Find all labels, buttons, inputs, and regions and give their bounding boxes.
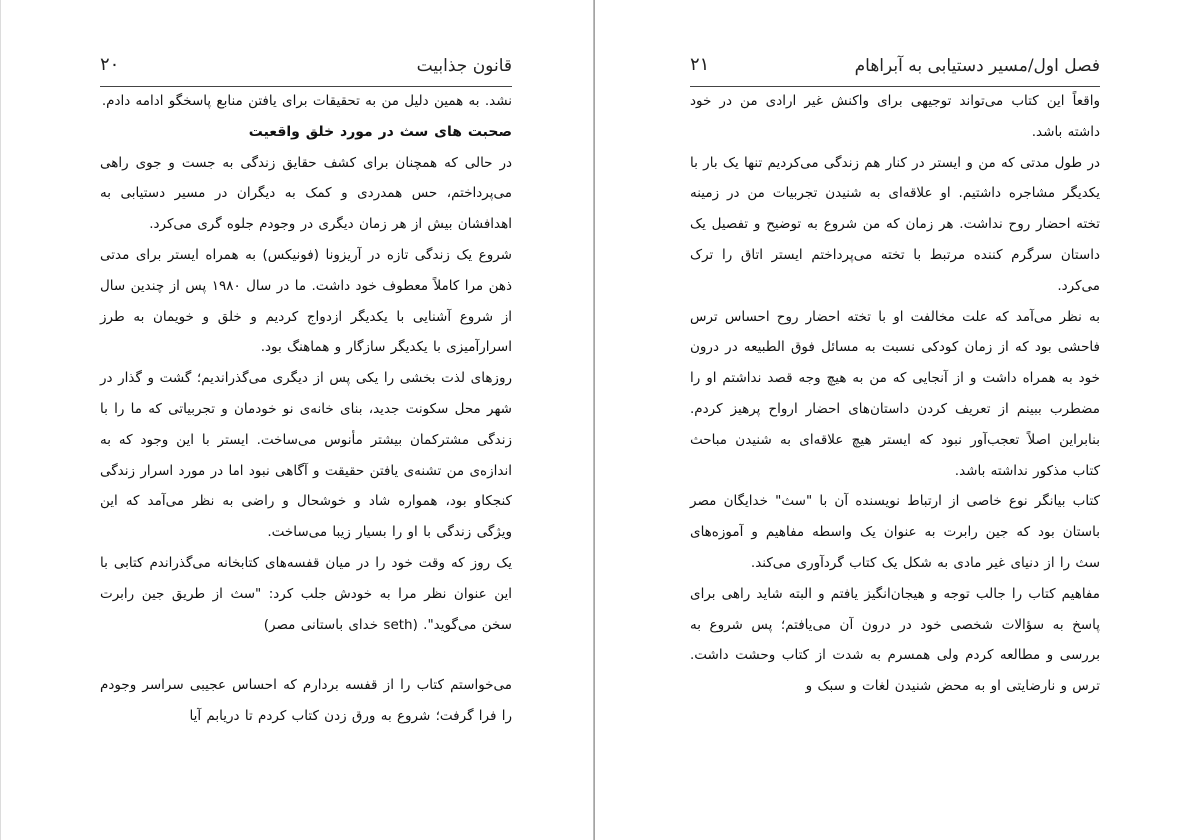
section-heading: صحبت های سث در مورد خلق واقعیت: [248, 123, 512, 140]
left-para-5: می‌خواستم کتاب را از قفسه بردارم که احساس عجیبی سراسر وجودم را فرا گرفت؛ شروع به ورق زدن کتاب کردم تا دریابم آیا: [100, 677, 512, 725]
right-header-title: فصل اول/مسیر دستیابی به آبراهام: [854, 56, 1100, 76]
left-para-3: روزهای لذت بخشی را یکی پس از دیگری می‌گذراندیم؛ گشت و گذار در شهر محل سکونت جدید، بنای خانه‌ی نو خودمان و تجربیاتی که ما را با زندگی مشترکمان بیشتر مأنوس می‌ساخت. ایستر با این وجود که به اندازه‌ی من تشنه‌ی یافتن حقیقت و آگاهی نبود اما در مورد اسرار زندگی کنجکاو بود، همواره شاد و خوشحال و راضی به نظر می‌آمد که این ویژگی زندگی با او را بسیار زیبا می‌ساخت.: [100, 370, 512, 541]
right-page-header: [690, 52, 1100, 87]
left-para-2: شروع یک زندگی تازه در آریزونا (فونیکس) به همراه ایستر برای مدتی ذهن مرا کاملاً معطوف خود داشت. ما در سال ۱۹۸۰ پس از چندین سال از شروع آشنایی با یکدیگر ازدواج کردیم و خلق و خویمان به طرز اسرارآمیزی با یکدیگر سازگار و هماهنگ بود.: [100, 246, 512, 356]
right-page: [595, 0, 1185, 840]
left-page-body: [100, 86, 512, 732]
left-page-header: [100, 52, 512, 87]
page-edge-left: [0, 0, 1, 840]
left-para-1: در حالی که همچنان برای کشف حقایق زندگی به جست و جوی راهی می‌پرداختم، حس همدردی و کمک به دیگران در مسیر دستیابی به اهدافشان بیش از هر زمان دیگری در وجودم جلوه گری می‌کرد.: [100, 154, 512, 233]
right-para-4: کتاب بیانگر نوع خاصی از ارتباط نویسنده آن با "سث" خدایگان مصر باستان بود که جین رابرت به عنوان یک واسطه مفاهیم و آموزه‌های سث را از دنیای غیر مادی به شکل یک کتاب گردآوری می‌کند.: [690, 493, 1100, 571]
left-page-number: ۲۰: [100, 54, 120, 75]
right-para-2: در طول مدتی که من و ایستر در کنار هم زندگی می‌کردیم تنها یک بار با یکدیگر مشاجره داشتیم. او علاقه‌ای به شنیدن تجربیات من در زمینه تخته احضار روح نداشت. هر زمان که من شروع به توضیح و تفصیل یک داستان سرگرم کننده مرتبط با تخته می‌پرداختم ایستر اتاق را ترک می‌کرد.: [690, 154, 1100, 294]
right-para-5: مفاهیم کتاب را جالب توجه و هیجان‌انگیز یافتم و البته شاید راهی برای پاسخ به سؤالات شخصی خود در درون آن می‌یافتم؛ پس شروع به بررسی و مطالعه کردم ولی همسرم به شدت از کتاب وحشت داشت. ترس و نارضایتی او به محض شنیدن لغات و سبک و: [690, 585, 1100, 695]
right-page-body: [690, 86, 1100, 702]
left-header-title: قانون جذابیت: [416, 56, 512, 76]
left-para-4: یک روز که وقت خود را در میان قفسه‌های کتابخانه می‌گذراندم کتابی با این عنوان نظر مرا به خودش جلب کرد: "سث از طریق جین رابرت سخن می‌گوید". (seth خدای باستانی مصر): [100, 554, 512, 633]
right-para-1: واقعاً این کتاب می‌تواند توجیهی برای واکنش غیر ارادی من در خود داشته باشد.: [690, 93, 1100, 140]
right-page-number: ۲۱: [690, 54, 710, 75]
right-para-3: به نظر می‌آمد که علت مخالفت او با تخته احضار روح احساس ترس فاحشی بود که از زمان کودکی نسبت به مسائل فوق الطبیعه در درون خود به همراه داشت و از آنجایی که من به هیچ وجه قصد نداشتم او را مضطرب ببینم از تعریف کردن داستان‌های احضار ارواح پرهیز کردم. بنابراین اصلاً تعجب‌آور نبود که ایستر هیچ علاقه‌ای به شنیدن مباحث کتاب مذکور نداشته باشد.: [690, 308, 1100, 479]
left-para-intro: نشد. به همین دلیل من به تحقیقات برای یافتن منابع پاسخگو ادامه دادم.: [101, 93, 512, 109]
